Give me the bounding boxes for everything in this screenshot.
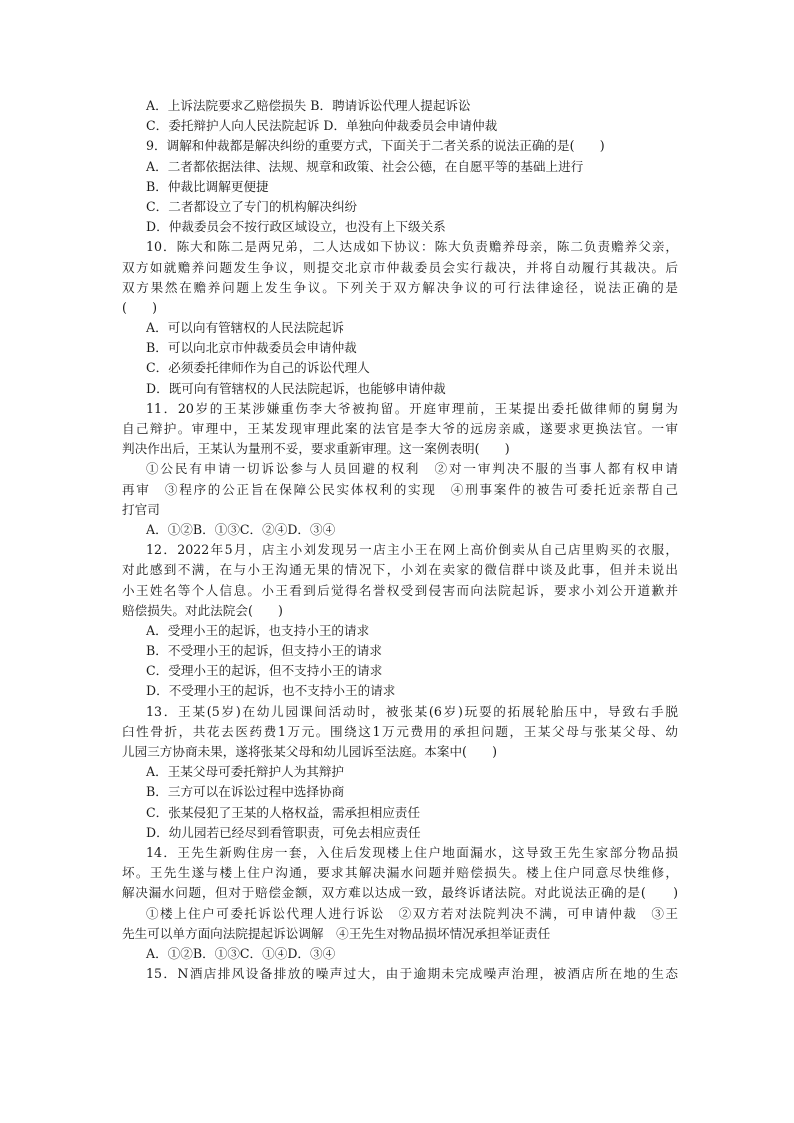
document-page <box>122 96 678 984</box>
text-line: 13．王某(5岁)在幼儿园课间活动时，被张某(6岁)玩耍的拓展轮胎压中，导致右手脱 <box>146 703 678 719</box>
text-line: 对此感到不满，在与小王沟通无果的情况下，小刘在卖家的微信群中谈及此事，但并未说出 <box>122 562 678 578</box>
text-line: A．①②B．①③C．①④D．③④ <box>146 945 336 961</box>
text-line: D．幼儿园若已经尽到看管职责，可免去相应责任 <box>146 824 421 840</box>
text-line: 儿园三方协商未果，遂将张某父母和幼儿园诉至法庭。本案中( ) <box>122 744 498 759</box>
text-line: A．二者都依据法律、法规、规章和政策、社会公德，在自愿平等的基础上进行 <box>146 158 584 174</box>
text-line: A．上诉法院要求乙赔偿损失 B．聘请诉讼代理人提起诉讼 <box>146 98 471 113</box>
text-line: ①公民有申请一切诉讼参与人员回避的权利 ②对一审判决不服的当事人都有权申请 <box>146 461 678 477</box>
text-line: 双方如就赡养问题发生争议，则提交北京市仲裁委员会实行裁决，并将自动履行其裁决。后 <box>122 259 678 275</box>
text-line: 小王姓名等个人信息。小王看到后觉得名誉权受到侵害而向法院起诉，要求小刘公开道歉并 <box>122 582 678 598</box>
text-line: D．不受理小王的起诉，也不支持小王的请求 <box>146 683 396 699</box>
text-line: B．不受理小王的起诉，但支持小王的请求 <box>146 643 382 659</box>
text-line: 解决漏水问题，但对于赔偿金额，双方难以达成一致，最终诉诸法院。对此说法正确的是( ) <box>122 885 678 901</box>
text-line: 12．2022年5月，店主小刘发现另一店主小王在网上高价倒卖从自己店里购买的衣服， <box>146 542 678 558</box>
text-line: ①楼上住户可委托诉讼代理人进行诉讼 ②双方若对法院判决不满，可申请仲裁 ③王 <box>146 905 678 921</box>
text-line: 坏。王先生遂与楼上住户沟通，要求其解决漏水问题并赔偿损失。楼上住户同意尽快维修， <box>122 865 678 881</box>
text-line: C．受理小王的起诉，但不支持小王的请求 <box>146 663 383 679</box>
text-line: 自己辩护。审理中，王某发现审理此案的法官是李大爷的远房亲戚，遂要求更换法官。一审 <box>122 421 678 436</box>
text-line: 赔偿损失。对此法院会( ) <box>122 602 283 618</box>
text-line: C．张某侵犯了王某的人格权益，需承担相应责任 <box>146 804 421 820</box>
text-line: A．可以向有管辖权的人民法院起诉 <box>146 320 345 336</box>
text-line: 10．陈大和陈二是两兄弟，二人达成如下协议：陈大负责赡养母亲，陈二负责赡养父亲， <box>146 239 678 255</box>
text-line: B．仲裁比调解更便捷 <box>146 178 269 194</box>
text-line: D．既可向有管辖权的人民法院起诉，也能够申请仲裁 <box>146 380 446 396</box>
text-line: ( ) <box>122 299 158 315</box>
text-line: 先生可以单方面向法院提起诉讼调解 ④王先生对物品损坏情况承担举证责任 <box>122 925 551 941</box>
text-line: C．必须委托律师作为自己的诉讼代理人 <box>146 360 370 376</box>
text-line: 臼性骨折，共花去医药费1万元。围绕这1万元费用的承担问题，王某父母与张某父母、幼 <box>122 723 678 739</box>
text-line: 11．20岁的王某涉嫌重伤李大爷被拘留。开庭审理前，王某提出委托做律师的舅舅为 <box>146 400 678 416</box>
text-line: 判决作出后，王某认为量刑不妥，要求重新审理。这一案例表明( ) <box>122 441 510 457</box>
text-line: D．仲裁委员会不按行政区域设立，也没有上下级关系 <box>146 219 446 235</box>
text-line: 14．王先生新购住房一套，入住后发现楼上住户地面漏水，这导致王先生家部分物品损 <box>146 844 678 860</box>
text-line: 再审 ③程序的公正旨在保障公民实体权利的实现 ④刑事案件的被告可委托近亲帮自己 <box>122 481 678 497</box>
text-line: B．可以向北京市仲裁委员会申请仲裁 <box>146 340 357 356</box>
text-line: A．①②B．①③C．②④D．③④ <box>146 521 336 537</box>
text-line: 9．调解和仲裁都是解决纠纷的重要方式，下面关于二者关系的说法正确的是( ) <box>146 138 605 154</box>
text-line: A．受理小王的起诉，也支持小王的请求 <box>146 622 370 638</box>
text-line: A．王某父母可委托辩护人为其辩护 <box>146 764 345 780</box>
text-line: C．委托辩护人向人民法院起诉 D．单独向仲裁委员会申请仲裁 <box>146 118 498 134</box>
text-line: 打官司 <box>122 501 160 517</box>
text-line: 15．N酒店排风设备排放的噪声过大，由于逾期未完成噪声治理，被酒店所在地的生态 <box>146 966 678 982</box>
text-line: C．二者都设立了专门的机构解决纠纷 <box>146 198 358 214</box>
text-line: B．三方可以在诉讼过程中选择协商 <box>146 784 345 800</box>
text-line: 双方果然在赡养问题上发生争议。下列关于双方解决争议的可行法律途径，说法正确的是 <box>122 279 678 295</box>
